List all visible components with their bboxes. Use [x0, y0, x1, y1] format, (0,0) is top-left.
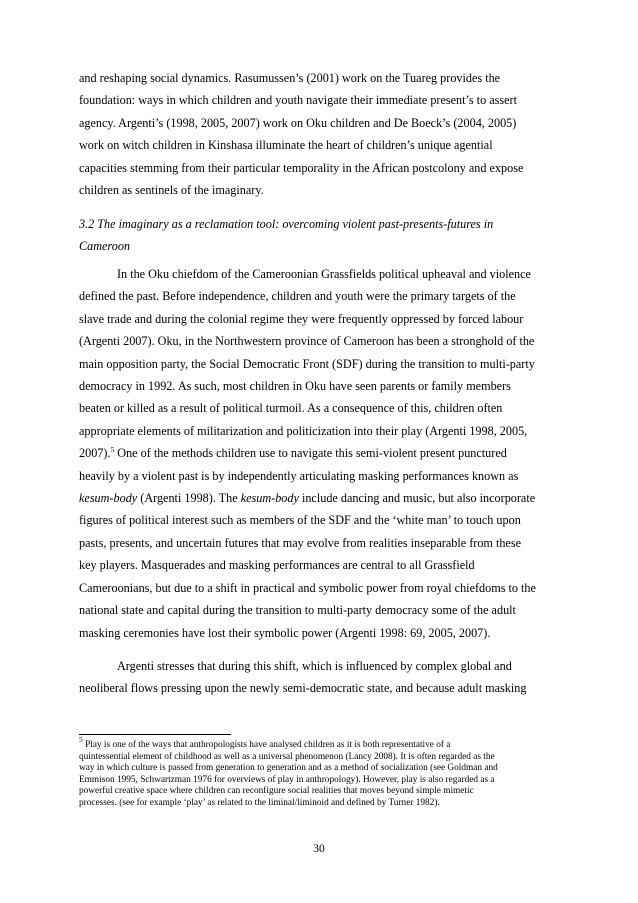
paragraph-line	[79, 442, 563, 464]
italic-term: kesum-body	[240, 491, 299, 506]
paragraph-line: democracy in 1992. As such, most children in Oku have seen parents or family members	[79, 379, 511, 394]
section-heading-line-2: Cameroon	[79, 239, 131, 254]
line-text: One of the methods children use to navigate this semi-violent present punctured	[114, 446, 507, 461]
paragraph-line: agency. Argenti’s (1998, 2005, 2007) work on Oku children and De Boeck’s (2004, 2005)	[79, 115, 517, 130]
footnote-line: Emmison 1995, Schwartzman 1976 for overviews of play in anthropology). However, play is also regarded as a	[79, 774, 495, 785]
paragraph-line: defined the past. Before independence, children and youth were the primary targets of the	[79, 289, 516, 304]
paragraph-line: work on witch children in Kinshasa illuminate the heart of children’s unique agential	[79, 138, 493, 153]
paragraph-line: foundation: ways in which children and youth navigate their immediate present’s to assert	[79, 93, 517, 108]
paragraph-line: Argenti stresses that during this shift, which is influenced by complex global and	[117, 659, 512, 673]
paragraph-3	[79, 655, 563, 700]
paragraph-line: national state and capital during the transition to multi-party democracy some of the adult	[79, 603, 516, 618]
paragraph-line	[79, 487, 563, 509]
italic-term: kesum-body	[79, 491, 138, 506]
section-heading	[79, 213, 563, 258]
paragraph-line: appropriate elements of militarization and politicization into their play (Argenti 1998, 2005,	[79, 423, 528, 438]
paragraph-line: children as sentinels of the imaginary.	[79, 183, 264, 198]
line-text: (Argenti 1998). The	[137, 491, 241, 506]
paragraph-line: Cameroonians, but due to a shift in practical and symbolic power from royal chiefdoms to the	[79, 580, 536, 595]
paragraph-line: beaten or killed as a result of political turmoil. As a consequence of this, children often	[79, 401, 503, 416]
paragraph-line: main opposition party, the Social Democratic Front (SDF) during the transition to multi-party	[79, 356, 535, 371]
paragraph-line: (Argenti 2007). Oku, in the Northwestern province of Cameroon has been a stronghold of the	[79, 334, 535, 349]
paragraph-line: capacities stemming from their particular temporality in the African postcolony and expose	[79, 160, 524, 175]
line-text: Play is one of the ways that anthropologists have analysed children as it is both representative of a	[82, 740, 451, 750]
paragraph-line: neoliberal flows pressing upon the newly semi-democratic state, and because adult masking	[79, 681, 527, 696]
paragraph-line: key players. Masquerades and masking performances are central to all Grassfield	[79, 558, 475, 573]
paragraph-line: pasts, presents, and uncertain futures that may evolve from realities inseparable from these	[79, 535, 521, 550]
footnote-marker: 5	[79, 735, 83, 744]
footnote-line: powerful creative space where children can reconfigure social realities that moves beyond simple mimetic	[79, 786, 474, 797]
footnote-divider	[79, 734, 231, 735]
section-heading-line-1: 3.2 The imaginary as a reclamation tool: overcoming violent past-presents-futures in	[79, 217, 494, 231]
footnote-line: way in which culture is passed from generation to generation and as a method of socialization (see Goldman and	[79, 763, 498, 774]
footnote-line	[79, 735, 563, 752]
footnote	[79, 735, 563, 810]
paragraph-2	[79, 263, 563, 644]
paragraph-line: figures of political interest such as members of the SDF and the ‘white man’ to touch upon	[79, 513, 521, 528]
footnote-reference[interactable]: 5	[110, 445, 115, 455]
footnote-line: quintessential element of childhood as well as a universal phenomenon (Lancy 2008). It is often regarded as the	[79, 751, 495, 762]
line-text: 2007).	[79, 446, 111, 461]
line-text: include dancing and music, but also incorporate	[298, 491, 536, 506]
paragraph-line: slave trade and during the colonial regime they were frequently oppressed by forced labour	[79, 311, 524, 326]
paragraph-line: heavily by a violent past is by independently articulating masking performances known as	[79, 468, 519, 483]
footnote-line: processes. (see for example ‘play’ as related to the liminal/liminoid and defined by Turner 1982).	[79, 797, 440, 808]
page-number: 30	[313, 843, 325, 855]
paragraph-line: and reshaping social dynamics. Rasumussen’s (2001) work on the Tuareg provides the	[79, 71, 501, 85]
paragraph-line: masking ceremonies have lost their symbolic power (Argenti 1998: 69, 2005, 2007).	[79, 625, 491, 640]
paragraph-1	[79, 67, 563, 201]
paragraph-line: In the Oku chiefdom of the Cameroonian Grassfields political upheaval and violence	[117, 267, 531, 281]
